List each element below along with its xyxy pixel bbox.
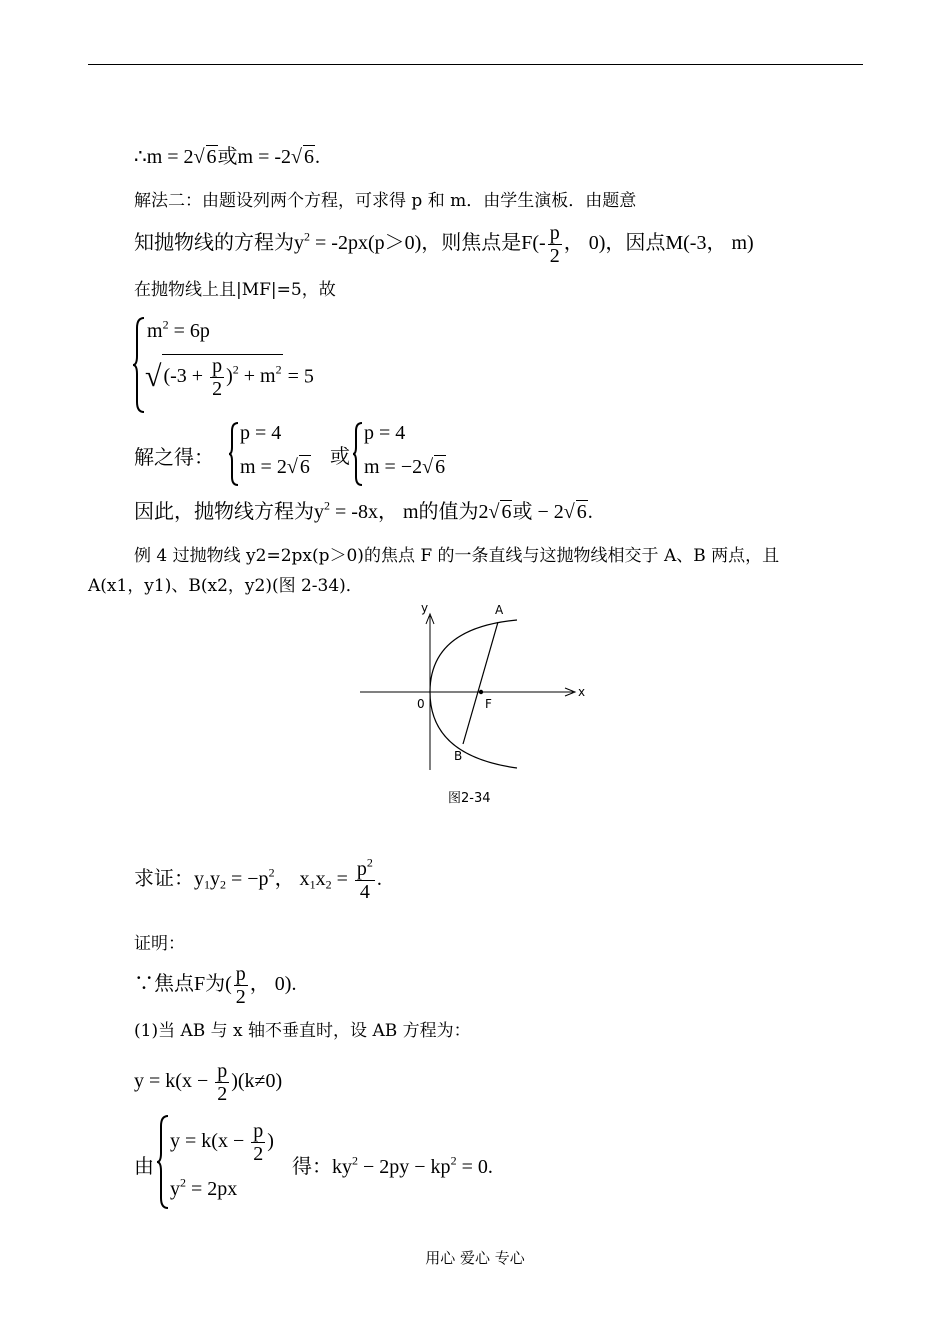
label-y: y	[421, 601, 429, 615]
system-brace-1	[132, 316, 146, 414]
header-rule	[88, 64, 863, 65]
system-brace-2	[156, 1114, 170, 1210]
example4-line2: A(x1，y1)、B(x2，y2)(图 2-34)．	[88, 576, 363, 596]
system2-row1: y = k(x − $\frac{p}{2}$ )	[170, 1120, 274, 1165]
focus-point	[479, 690, 483, 694]
chord-ab	[463, 622, 498, 744]
ab-equation: y = k(x − $\frac{p}{2}$ )(k≠0)	[134, 1060, 283, 1105]
parabola-figure	[355, 598, 595, 813]
parabola-curve	[430, 620, 517, 768]
system2-result: 得：$ky^2 - 2py - kp^2 = 0$.	[292, 1153, 493, 1178]
system1-row2: √ (-3 + $\frac{p}{2}$ )$^2 + m^2 = 5$	[145, 355, 314, 400]
result-m-line: ∴m = 2√ 6或m = -2√ 6.	[134, 146, 321, 168]
solution-b-p: p = 4	[364, 422, 406, 444]
or-text: 或	[330, 444, 350, 468]
on-parabola-text: 在抛物线上且|MF|=5，故	[134, 280, 336, 300]
solution-brace-b	[352, 421, 364, 487]
system1-row1: $m^2 = 6p$	[147, 317, 210, 342]
example4-line1: 例 4 过抛物线 y2=2px(p＞0)的焦点 F 的一条直线与这抛物线相交于 A、B 两点，且	[134, 546, 780, 566]
figure-caption: 图2-34	[448, 791, 491, 806]
solution-b-m: m = −2√ 6	[364, 456, 446, 478]
system2-row2: $y^2 = 2px$	[170, 1175, 238, 1200]
prove-statement: 求证：$y_1y_2 = -p^2$， $x_1x_2$ = $\frac{p^2}{4}$ .	[134, 855, 382, 903]
label-a: A	[495, 603, 504, 617]
label-f: F	[485, 697, 492, 711]
method-two-text: 解法二：由题设列两个方程，可求得 p 和 m．由学生演板．由题意	[134, 191, 637, 211]
system2-label: 由	[134, 1154, 154, 1178]
conclusion-line: 因此，抛物线方程为$y^2 = -8x$， m的值为2√ 6或 − 2√ 6.	[134, 498, 593, 523]
label-origin: 0	[417, 697, 425, 711]
proof-label: 证明：	[134, 934, 185, 954]
focus-line: ∵焦点F为( $\frac{p}{2}$ ， 0).	[134, 963, 297, 1008]
solution-a-m: m = 2√ 6	[240, 456, 310, 478]
label-b: B	[454, 749, 463, 763]
page-footer: 用心 爱心 专心	[425, 1249, 525, 1267]
solution-label: 解之得：	[134, 445, 214, 469]
solution-brace-a	[228, 421, 240, 487]
case1-text: (1)当 AB 与 x 轴不垂直时，设 AB 方程为：	[134, 1021, 471, 1041]
parabola-equation-line: 知抛物线的方程为$y^2 = -2px(p>0)$，则焦点是F(- $\frac{p}{2}$ ， 0)，因点M(-3， m)	[134, 222, 754, 267]
label-x: x	[578, 685, 586, 699]
solution-a-p: p = 4	[240, 422, 282, 444]
